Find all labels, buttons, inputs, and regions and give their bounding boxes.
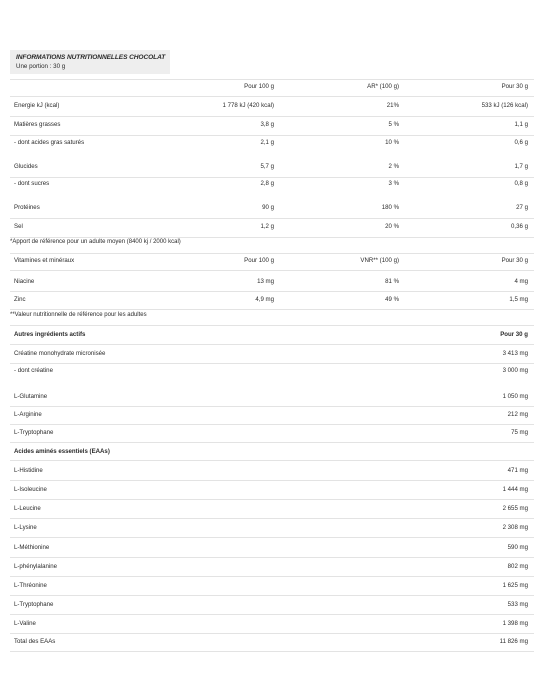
column-header: Pour 30 g (500, 331, 528, 338)
table-row (10, 601, 534, 620)
table-row (10, 563, 534, 582)
cell-value: 533 mg (507, 601, 528, 608)
row-label: Energie kJ (kcal) (14, 102, 60, 109)
row-divider (10, 116, 534, 117)
table-title-block (10, 50, 170, 74)
cell-value: 4,9 mg (255, 296, 274, 303)
table-row (10, 278, 534, 297)
column-header: Pour 100 g (244, 83, 274, 90)
cell-value: 471 mg (507, 467, 528, 474)
table-row (10, 102, 534, 121)
table-row (10, 544, 534, 563)
row-label: L-Valine (14, 620, 36, 627)
row-divider (10, 96, 534, 97)
row-divider (10, 595, 534, 596)
row-divider (10, 309, 534, 310)
cell-value: 81 % (385, 278, 399, 285)
table-row (10, 582, 534, 601)
table-row (10, 524, 534, 543)
cell-value: 1 050 mg (502, 393, 528, 400)
row-divider (10, 614, 534, 615)
cell-value: 49 % (385, 296, 399, 303)
cell-value: 27 g (516, 204, 528, 211)
section-title: Acides aminés essentiels (EAAs) (14, 448, 110, 455)
row-label: L-Lysine (14, 524, 37, 531)
section-title: Autres ingrédients actifs (14, 331, 86, 338)
row-label: Niacine (14, 278, 35, 285)
cell-value: 0,36 g (511, 223, 528, 230)
cell-value: 90 g (262, 204, 274, 211)
row-label: L-Thréonine (14, 582, 47, 589)
cell-value: 3 413 mg (502, 350, 528, 357)
table-row (10, 411, 534, 430)
table-row (10, 429, 534, 448)
row-divider (10, 270, 534, 271)
table-header-row (10, 331, 534, 350)
cell-value: 802 mg (507, 563, 528, 570)
row-label: Zinc (14, 296, 26, 303)
row-label: L-phénylalanine (14, 563, 58, 570)
cell-value: 21% (386, 102, 399, 109)
row-divider (10, 79, 534, 80)
cell-value: 1 444 mg (502, 486, 528, 493)
cell-value: 1,5 mg (509, 296, 528, 303)
row-divider (10, 537, 534, 538)
row-divider (10, 291, 534, 292)
row-divider (10, 406, 534, 407)
cell-value: 1 778 kJ (420 kcal) (222, 102, 274, 109)
cell-value: 4 mg (514, 278, 528, 285)
cell-value: 2 655 mg (502, 505, 528, 512)
cell-value: 180 % (381, 204, 399, 211)
section-header-row (10, 448, 534, 467)
row-label: Créatine monohydrate micronisée (14, 350, 106, 357)
column-header: Pour 100 g (244, 257, 274, 264)
row-divider (10, 651, 534, 652)
row-label: - dont acides gras saturés (14, 139, 85, 146)
row-divider (10, 633, 534, 634)
row-divider (10, 177, 534, 178)
row-label: Sel (14, 223, 23, 230)
cell-value: 1,1 g (514, 121, 528, 128)
row-divider (10, 363, 534, 364)
row-divider (10, 253, 534, 254)
row-divider (10, 135, 534, 136)
cell-value: 3 % (388, 180, 399, 187)
row-divider (10, 576, 534, 577)
column-header: Pour 30 g (501, 83, 528, 90)
row-label: L-Arginine (14, 411, 42, 418)
row-divider (10, 442, 534, 443)
table-row (10, 204, 534, 223)
row-label: - dont sucres (14, 180, 50, 187)
table-row (10, 121, 534, 140)
row-label: Matières grasses (14, 121, 61, 128)
cell-value: 212 mg (507, 411, 528, 418)
table-row (10, 638, 534, 657)
cell-value: 1,2 g (260, 223, 274, 230)
cell-value: 20 % (385, 223, 399, 230)
cell-value: 3,8 g (260, 121, 274, 128)
cell-value: 2,1 g (260, 139, 274, 146)
column-header: VNR** (100 g) (360, 257, 399, 264)
row-divider (10, 460, 534, 461)
table-header-row (10, 83, 534, 102)
row-label: Protéines (14, 204, 40, 211)
cell-value: 533 kJ (126 kcal) (481, 102, 528, 109)
column-header: AR* (100 g) (367, 83, 399, 90)
cell-value: 11 826 mg (499, 638, 528, 645)
row-label: L-Méthionine (14, 544, 50, 551)
row-divider (10, 325, 534, 326)
cell-value: 2 % (388, 163, 399, 170)
cell-value: 590 mg (507, 544, 528, 551)
table-row (10, 180, 534, 199)
row-label: L-Leucine (14, 505, 41, 512)
cell-value: 10 % (385, 139, 399, 146)
table-row (10, 467, 534, 486)
cell-value: 5,7 g (260, 163, 274, 170)
section-title: Vitamines et minéraux (14, 257, 75, 264)
row-label: L-Tryptophane (14, 429, 54, 436)
cell-value: 75 mg (511, 429, 528, 436)
column-header: Pour 30 g (501, 257, 528, 264)
cell-value: 1 625 mg (502, 582, 528, 589)
table-row (10, 486, 534, 505)
table-row (10, 139, 534, 158)
row-divider (10, 344, 534, 345)
table-row (10, 367, 534, 386)
cell-value: 13 mg (257, 278, 274, 285)
cell-value: 1,7 g (514, 163, 528, 170)
footnote: **Valeur nutritionnelle de référence pour les adultes (10, 312, 147, 318)
cell-value: 2 308 mg (502, 524, 528, 531)
cell-value: 2,8 g (260, 180, 274, 187)
row-label: L-Tryptophane (14, 601, 54, 608)
cell-value: 3 000 mg (502, 367, 528, 374)
footnote: *Apport de référence pour un adulte moyen (8400 kj / 2000 kcal) (10, 239, 181, 245)
row-divider (10, 424, 534, 425)
row-label: L-Glutamine (14, 393, 48, 400)
row-divider (10, 480, 534, 481)
table-header-row (10, 257, 534, 276)
table-title: INFORMATIONS NUTRITIONNELLES CHOCOLAT (16, 54, 166, 61)
row-label: L-Histidine (14, 467, 43, 474)
row-divider (10, 218, 534, 219)
table-row (10, 620, 534, 639)
row-label: Glucides (14, 163, 38, 170)
table-row (10, 505, 534, 524)
row-label: Total des EAAs (14, 638, 56, 645)
table-row (10, 393, 534, 412)
cell-value: 0,6 g (514, 139, 528, 146)
portion-size: Une portion : 30 g (16, 63, 66, 70)
row-divider (10, 499, 534, 500)
cell-value: 1 398 mg (502, 620, 528, 627)
cell-value: 0,8 g (514, 180, 528, 187)
cell-value: 5 % (388, 121, 399, 128)
row-divider (10, 518, 534, 519)
row-divider (10, 557, 534, 558)
row-label: L-Isoleucine (14, 486, 47, 493)
row-label: - dont créatine (14, 367, 53, 374)
